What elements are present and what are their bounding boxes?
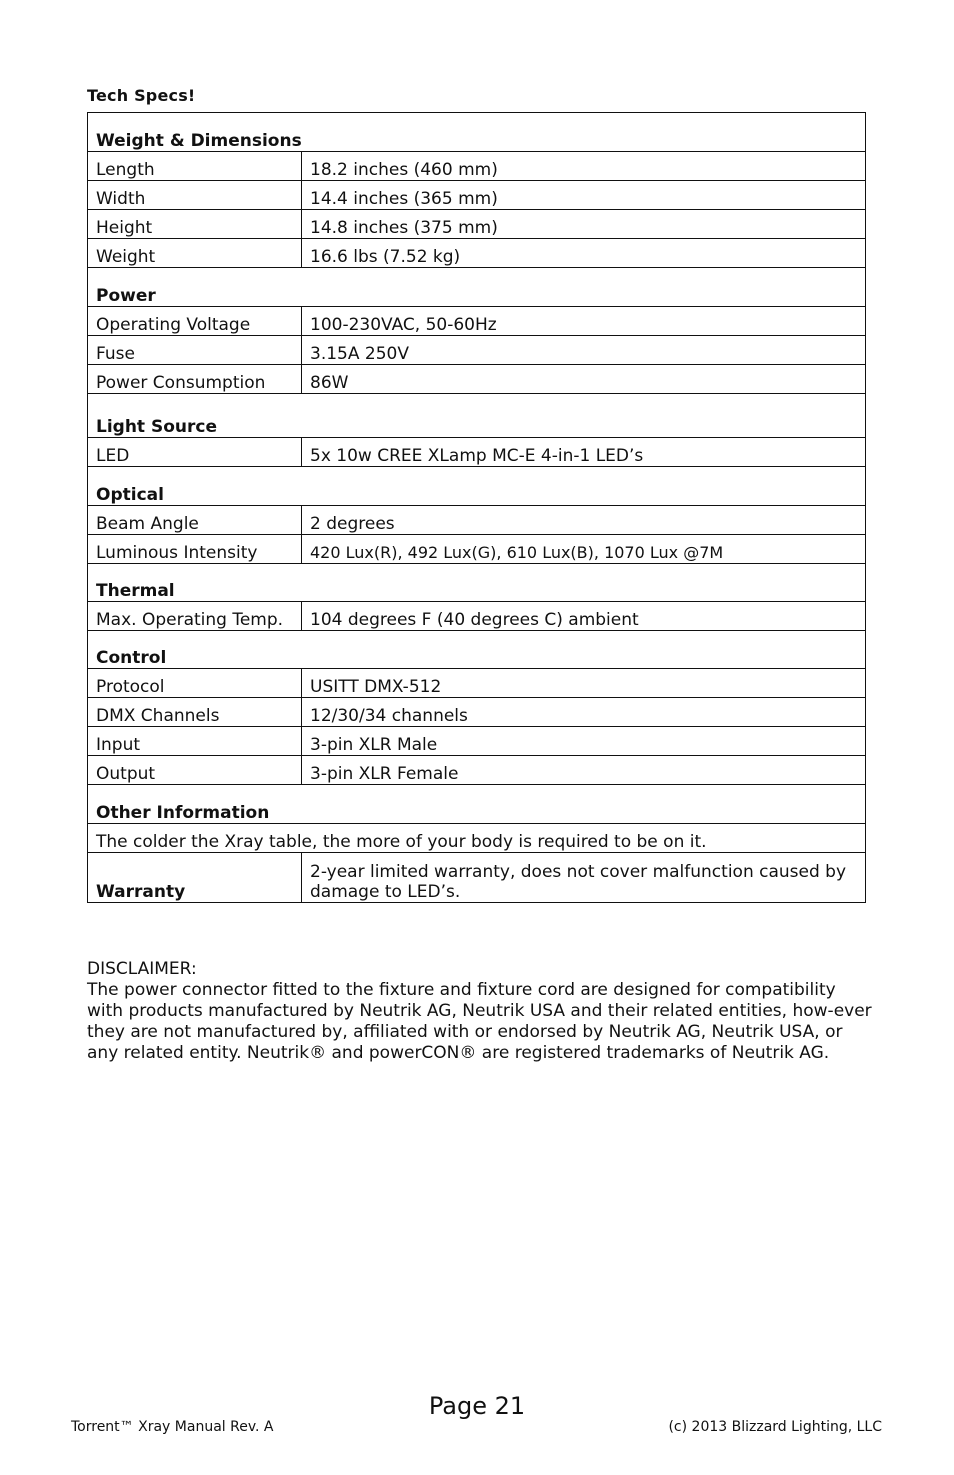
spec-value: 104 degrees F (40 degrees C) ambient (302, 602, 866, 631)
spec-key: Protocol (88, 669, 302, 698)
spec-row (88, 365, 866, 394)
spec-value: 14.4 inches (365 mm) (302, 181, 866, 210)
spec-row (88, 336, 866, 365)
spec-row (88, 698, 866, 727)
section-header-row (88, 785, 866, 824)
warranty-row (88, 853, 866, 903)
spec-value: 100-230VAC, 50-60Hz (302, 307, 866, 336)
spec-value: 5x 10w CREE XLamp MC-E 4-in-1 LED’s (302, 438, 866, 467)
footer-manual-title: Torrent™ Xray Manual Rev. A (71, 1419, 274, 1435)
spec-key: Beam Angle (88, 506, 302, 535)
spec-row (88, 727, 866, 756)
spec-key: Output (88, 756, 302, 785)
spec-value: 2 degrees (302, 506, 866, 535)
spec-value: 3-pin XLR Female (302, 756, 866, 785)
spec-value: 3-pin XLR Male (302, 727, 866, 756)
spec-key: DMX Channels (88, 698, 302, 727)
section-heading: Optical (88, 467, 866, 506)
section-header-row (88, 113, 866, 152)
spec-row (88, 438, 866, 467)
note-row (88, 824, 866, 853)
spec-row (88, 669, 866, 698)
spec-row (88, 181, 866, 210)
section-header-row (88, 467, 866, 506)
section-header-row (88, 394, 866, 438)
spec-row (88, 506, 866, 535)
section-heading: Power (88, 268, 866, 307)
spec-row (88, 152, 866, 181)
spec-value: 18.2 inches (460 mm) (302, 152, 866, 181)
section-heading: Weight & Dimensions (88, 113, 866, 152)
spec-key: Input (88, 727, 302, 756)
section-heading: Light Source (88, 394, 866, 438)
spec-value: 86W (302, 365, 866, 394)
section-header-row (88, 631, 866, 669)
spec-value: USITT DMX-512 (302, 669, 866, 698)
spec-row (88, 756, 866, 785)
disclaimer-body: The power connector fitted to the fixture and fixture cord are designed for compatibility with products manufactured by Neutrik AG, Neutrik USA and their related entities, how-ever they are not manufactured by, affiliated with or endorsed by Neutrik AG, Neutrik USA, or any related entity. Neutrik® and powerCON® are registered trademarks of Neutrik AG. (87, 980, 872, 1063)
spec-row (88, 307, 866, 336)
page-title: Tech Specs! (87, 86, 196, 105)
spec-value: 12/30/34 channels (302, 698, 866, 727)
section-heading: Other Information (88, 785, 866, 824)
spec-value: 420 Lux(R), 492 Lux(G), 610 Lux(B), 1070 Lux @7M (302, 535, 866, 564)
spec-row (88, 239, 866, 268)
page-number: Page 21 (428, 1392, 526, 1420)
disclaimer-heading: DISCLAIMER: (87, 959, 197, 979)
spec-key: Weight (88, 239, 302, 268)
spec-key: LED (88, 438, 302, 467)
spec-value: 14.8 inches (375 mm) (302, 210, 866, 239)
tech-specs-table (87, 112, 866, 903)
spec-key: Width (88, 181, 302, 210)
section-header-row (88, 268, 866, 307)
section-header-row (88, 564, 866, 602)
spec-key: Power Consumption (88, 365, 302, 394)
spec-row (88, 535, 866, 564)
section-heading: Control (88, 631, 866, 669)
warranty-value: 2-year limited warranty, does not cover malfunction caused by damage to LED’s. (302, 853, 866, 903)
spec-key: Luminous Intensity (88, 535, 302, 564)
spec-row (88, 210, 866, 239)
other-info-note: The colder the Xray table, the more of your body is required to be on it. (88, 824, 866, 853)
disclaimer (87, 959, 877, 1064)
footer-copyright: (c) 2013 Blizzard Lighting, LLC (668, 1419, 882, 1435)
spec-key: Length (88, 152, 302, 181)
spec-key: Fuse (88, 336, 302, 365)
spec-row (88, 602, 866, 631)
spec-value: 16.6 lbs (7.52 kg) (302, 239, 866, 268)
spec-value: 3.15A 250V (302, 336, 866, 365)
spec-key: Max. Operating Temp. (88, 602, 302, 631)
section-heading: Thermal (88, 564, 866, 602)
spec-key: Height (88, 210, 302, 239)
warranty-key: Warranty (88, 853, 302, 903)
spec-key: Operating Voltage (88, 307, 302, 336)
